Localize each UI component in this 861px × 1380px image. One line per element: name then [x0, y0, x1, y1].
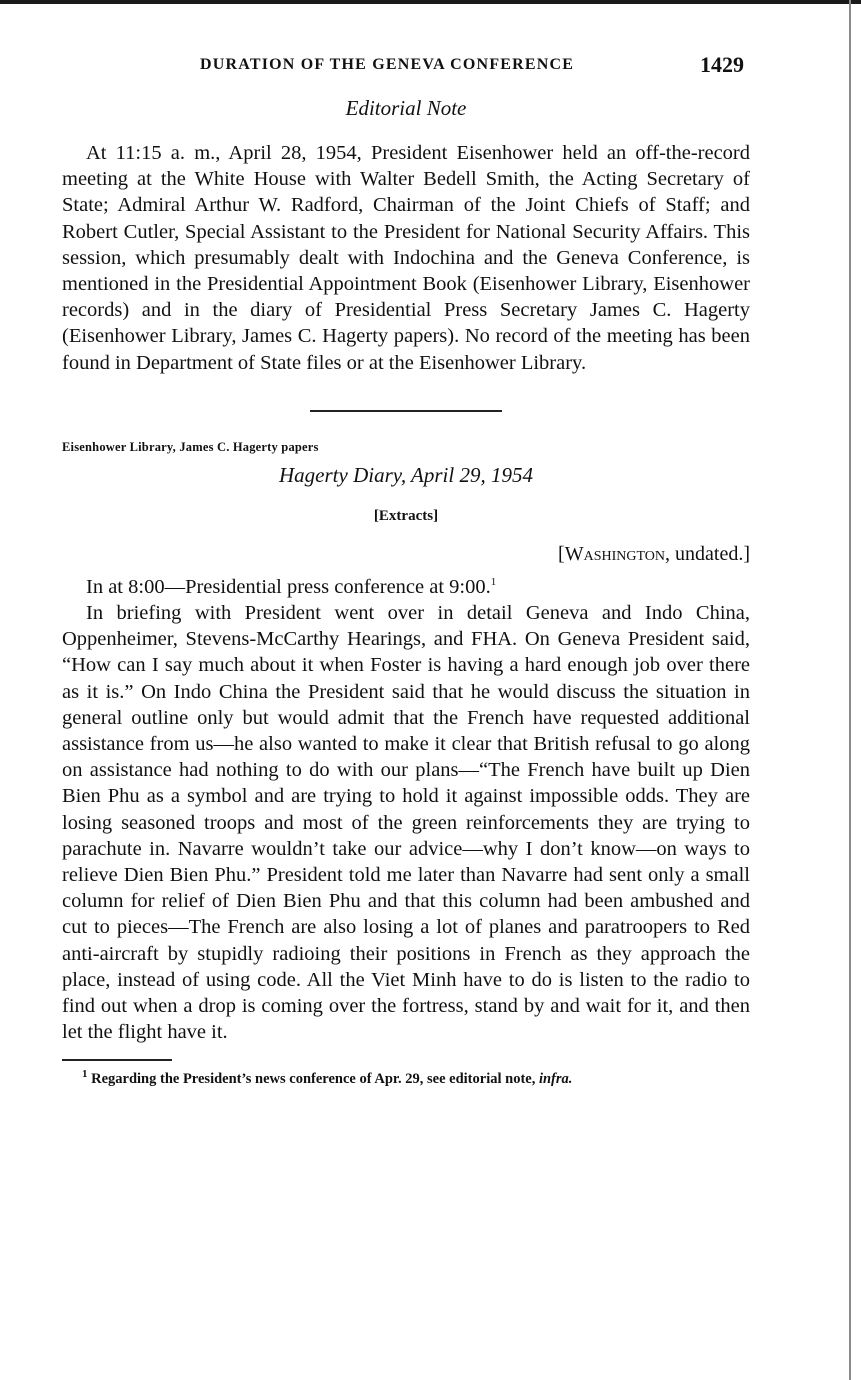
- dateline-open-bracket: [: [558, 542, 565, 565]
- editorial-note-paragraph: At 11:15 a. m., April 28, 1954, President Eisenhower held an off-the-record meeting at the White House with Walter Bedell Smith, the Acting Secretary of State; Admiral Arthur W. Radford, Chairman of the Joint Chiefs of Staff; and Robert Cutler, Special Assistant to the President for National Security Affairs. This session, which presumably dealt with Indochina and the Geneva Conference, is mentioned in the Presidential Appointment Book (Eisenhower Library, Eisenhower records) and in the diary of Presidential Press Secretary James C. Hagerty (Eisenhower Library, James C. Hagerty papers). No record of the meeting has been found in Department of State files or at the Eisenhower Library.: [62, 142, 750, 374]
- dateline: [62, 543, 750, 566]
- page-top-border: [0, 0, 861, 4]
- running-head-title: DURATION OF THE GENEVA CONFERENCE: [200, 56, 575, 73]
- footnote: [62, 1068, 750, 1088]
- page-number: 1429: [700, 52, 744, 77]
- running-head: [62, 52, 750, 86]
- document-source: Eisenhower Library, James C. Hagerty papers: [62, 439, 319, 454]
- extracts-label: [Extracts]: [373, 507, 439, 524]
- footnote-italic: infra.: [538, 1071, 573, 1088]
- diary-paragraph-1-text: In at 8:00—Presidential press conference at 9:00.: [86, 575, 491, 598]
- footnote-text: Regarding the President’s news conference of Apr. 29, see editorial note,: [87, 1071, 539, 1088]
- dateline-city: Washington: [564, 542, 666, 565]
- dateline-rest: , undated.]: [665, 542, 750, 565]
- page-right-edge: [849, 0, 851, 1380]
- diary-paragraph-2: In briefing with President went over in detail Geneva and Indo China, Oppenheimer, Stevens-McCarthy Hearings, and FHA. On Geneva President said, “How can I say much about it when Foster is having a hard enough job over there as it is.” On Indo China the President said that he would discuss the situation in general outline only but would admit that the French have requested additional assistance from us—he also wanted to make it clear that British refusal to go along on assistance had nothing to do with our plans—“The French have built up Dien Bien Phu as a symbol and are trying to hold it against impossible odds. They are losing seasoned troops and most of the green reinforcements they are trying to parachute in. Navarre wouldn’t take our advice—why I don’t know—on ways to relieve Dien Bien Phu.” President told me later than Navarre had sent only a small column for relief of Dien Bien Phu and that this column had been ambushed and cut to pieces—The French are also losing a lot of planes and paratroopers to Red anti-aircraft by stupidly radioing their positions in French as they approach the place, instead of using code. All the Viet Minh have to do is listen to the radio to find out when a drop is coming over the fortress, stand by and wait for it, and then let the flight have it.: [62, 602, 750, 1044]
- editorial-note-heading: Editorial Note: [345, 96, 467, 120]
- footnote-rule: [62, 1059, 172, 1061]
- footnote-reference[interactable]: 1: [490, 576, 497, 588]
- document-page: [62, 52, 750, 1088]
- diary-paragraph-1: [62, 574, 750, 600]
- section-divider: [310, 410, 502, 412]
- document-title: Hagerty Diary, April 29, 1954: [279, 462, 533, 487]
- footnote-number: 1: [82, 1068, 88, 1081]
